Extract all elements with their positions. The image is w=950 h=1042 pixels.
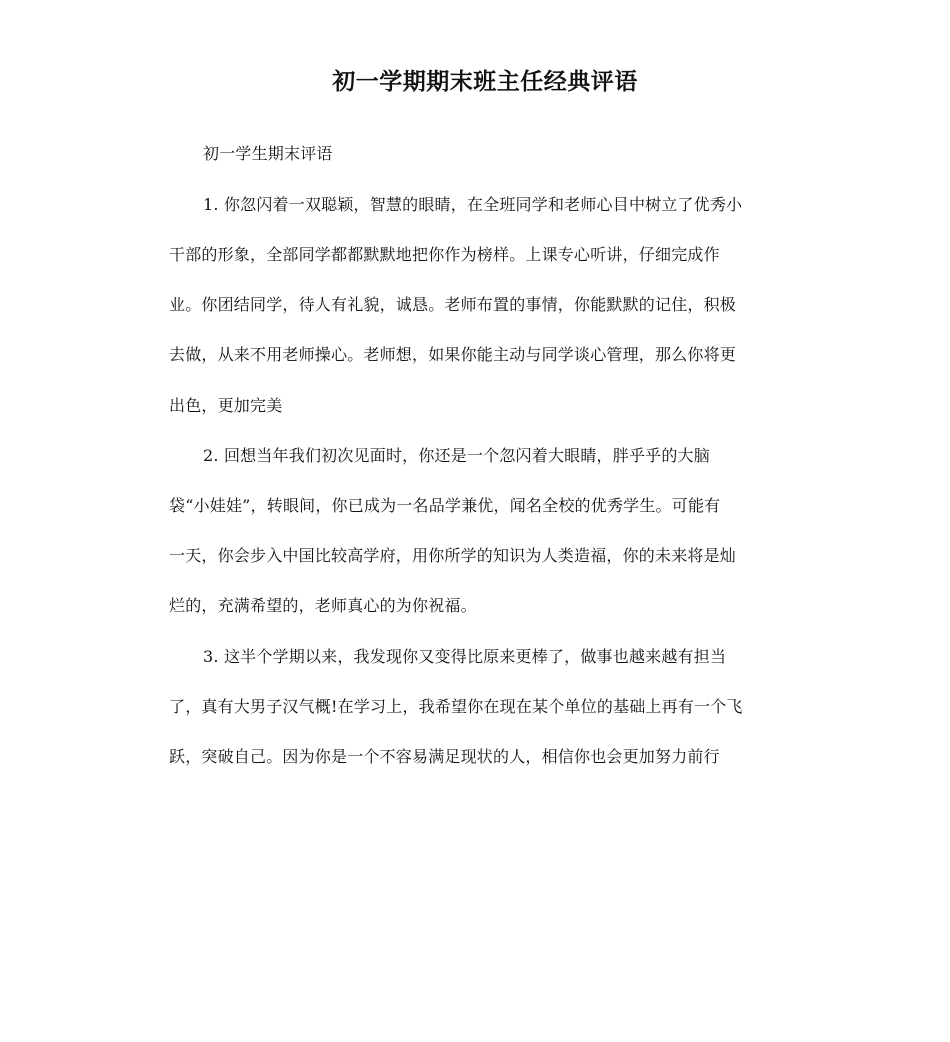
document-title: 初一学期期末班主任经典评语 — [332, 69, 638, 95]
paragraph-3-line-2: 了，真有大男子汉气概!在学习上，我希望你在现在某个单位的基础上再有一个飞 — [169, 697, 743, 716]
paragraph-3-line-1: 3. 这半个学期以来，我发现你又变得比原来更棒了，做事也越来越有担当 — [203, 647, 727, 666]
paragraph-1-line-5: 出色，更加完美 — [169, 396, 283, 415]
section-heading: 初一学生期末评语 — [203, 144, 333, 163]
paragraph-1-line-3: 业。你团结同学，待人有礼貌，诚恳。老师布置的事情，你能默默的记住，积极 — [169, 295, 737, 314]
paragraph-1-line-4: 去做，从来不用老师操心。老师想，如果你能主动与同学谈心管理，那么你将更 — [169, 345, 737, 364]
paragraph-1-line-2: 干部的形象，全部同学都都默默地把你作为榜样。上课专心听讲，仔细完成作 — [169, 245, 720, 264]
paragraph-3-line-3: 跃，突破自己。因为你是一个不容易满足现状的人，相信你也会更加努力前行 — [169, 747, 720, 766]
paragraph-2-line-3: 一天，你会步入中国比较高学府，用你所学的知识为人类造福，你的未来将是灿 — [169, 546, 737, 565]
paragraph-2-line-2: 袋“小娃娃”，转眼间，你已成为一名品学兼优，闻名全校的优秀学生。可能有 — [169, 496, 721, 515]
paragraph-2-line-4: 烂的，充满希望的，老师真心的为你祝福。 — [169, 596, 477, 615]
paragraph-1-line-1: 1. 你忽闪着一双聪颖，智慧的眼睛，在全班同学和老师心目中树立了优秀小 — [203, 195, 743, 214]
paragraph-2-line-1: 2. 回想当年我们初次见面时，你还是一个忽闪着大眼睛，胖乎乎的大脑 — [203, 446, 710, 465]
